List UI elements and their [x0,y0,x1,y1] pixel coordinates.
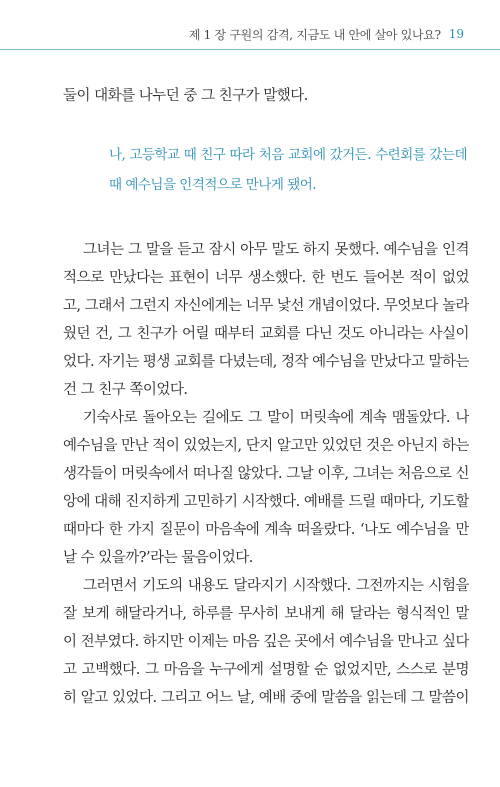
text-line: 히 알고 있었다. 그리고 어느 날, 예배 중에 말씀을 읽는데 그 말씀이 [63,690,469,706]
page-number: 19 [448,27,464,41]
quote-line: 때 예수님을 인격적으로 만나게 됐어. [109,177,317,193]
text-line: 앙에 대해 진지하게 고민하기 시작했다. 예배를 드릴 때마다, 기도할 [63,494,469,510]
text-line: 기숙사로 돌아오는 길에도 그 말이 머릿속에 계속 맴돌았다. 나 [83,410,469,426]
text-line: 예수님을 만난 적이 있었는지, 단지 알고만 있었던 것은 아닌지 하는 [63,438,469,454]
quoted-speech [63,140,469,200]
paragraph [63,404,469,572]
text-line: 웠던 건, 그 친구가 어릴 때부터 교회를 다닌 것도 아니라는 사실이 [63,326,469,342]
text-line: 적으로 만났다는 표현이 너무 생소했다. 한 번도 들어본 적이 없었 [63,270,469,286]
text-line: 건 그 친구 쪽이었다. [63,382,188,398]
lead-sentence: 둘이 대화를 나누던 중 그 친구가 말했다. [63,88,308,104]
text-line: 날 수 있을까?’라는 물음이었다. [63,550,253,566]
quote-line: 나, 고등학교 때 친구 따라 처음 교회에 갔거든. 수련회를 갔는데 [109,147,467,163]
paragraph [63,572,469,712]
text-line: 생각들이 머릿속에서 떠나질 않았다. 그날 이후, 그녀는 처음으로 신 [63,466,469,482]
text-line: 었다. 자기는 평생 교회를 다녔는데, 정작 예수님을 만났다고 말하는 [63,354,469,370]
page-body [63,82,469,712]
paragraph [63,236,469,404]
chapter-title: 제 1 장 구원의 감격, 지금도 내 안에 살아 있나요? [188,27,441,42]
text-line: 잘 보게 해달라거나, 하루를 무사히 보내게 해 달라는 형식적인 말 [63,606,469,622]
text-line: 고 고백했다. 그 마음을 누구에게 설명할 순 없었지만, 스스로 분명 [63,662,469,678]
text-line: 이 전부였다. 하지만 이제는 마음 깊은 곳에서 예수님을 만나고 싶다 [63,634,469,650]
text-line: 고, 그래서 그런지 자신에게는 너무 낯선 개념이었다. 무엇보다 놀라 [63,298,469,314]
header-divider [0,49,500,50]
text-line: 때마다 한 가지 질문이 마음속에 계속 떠올랐다. ‘나도 예수님을 만 [63,522,469,538]
text-line: 그러면서 기도의 내용도 달라지기 시작했다. 그전까지는 시험을 [83,578,469,594]
running-header [36,22,464,46]
text-line: 그녀는 그 말을 듣고 잠시 아무 말도 하지 못했다. 예수님을 인격 [83,242,469,258]
